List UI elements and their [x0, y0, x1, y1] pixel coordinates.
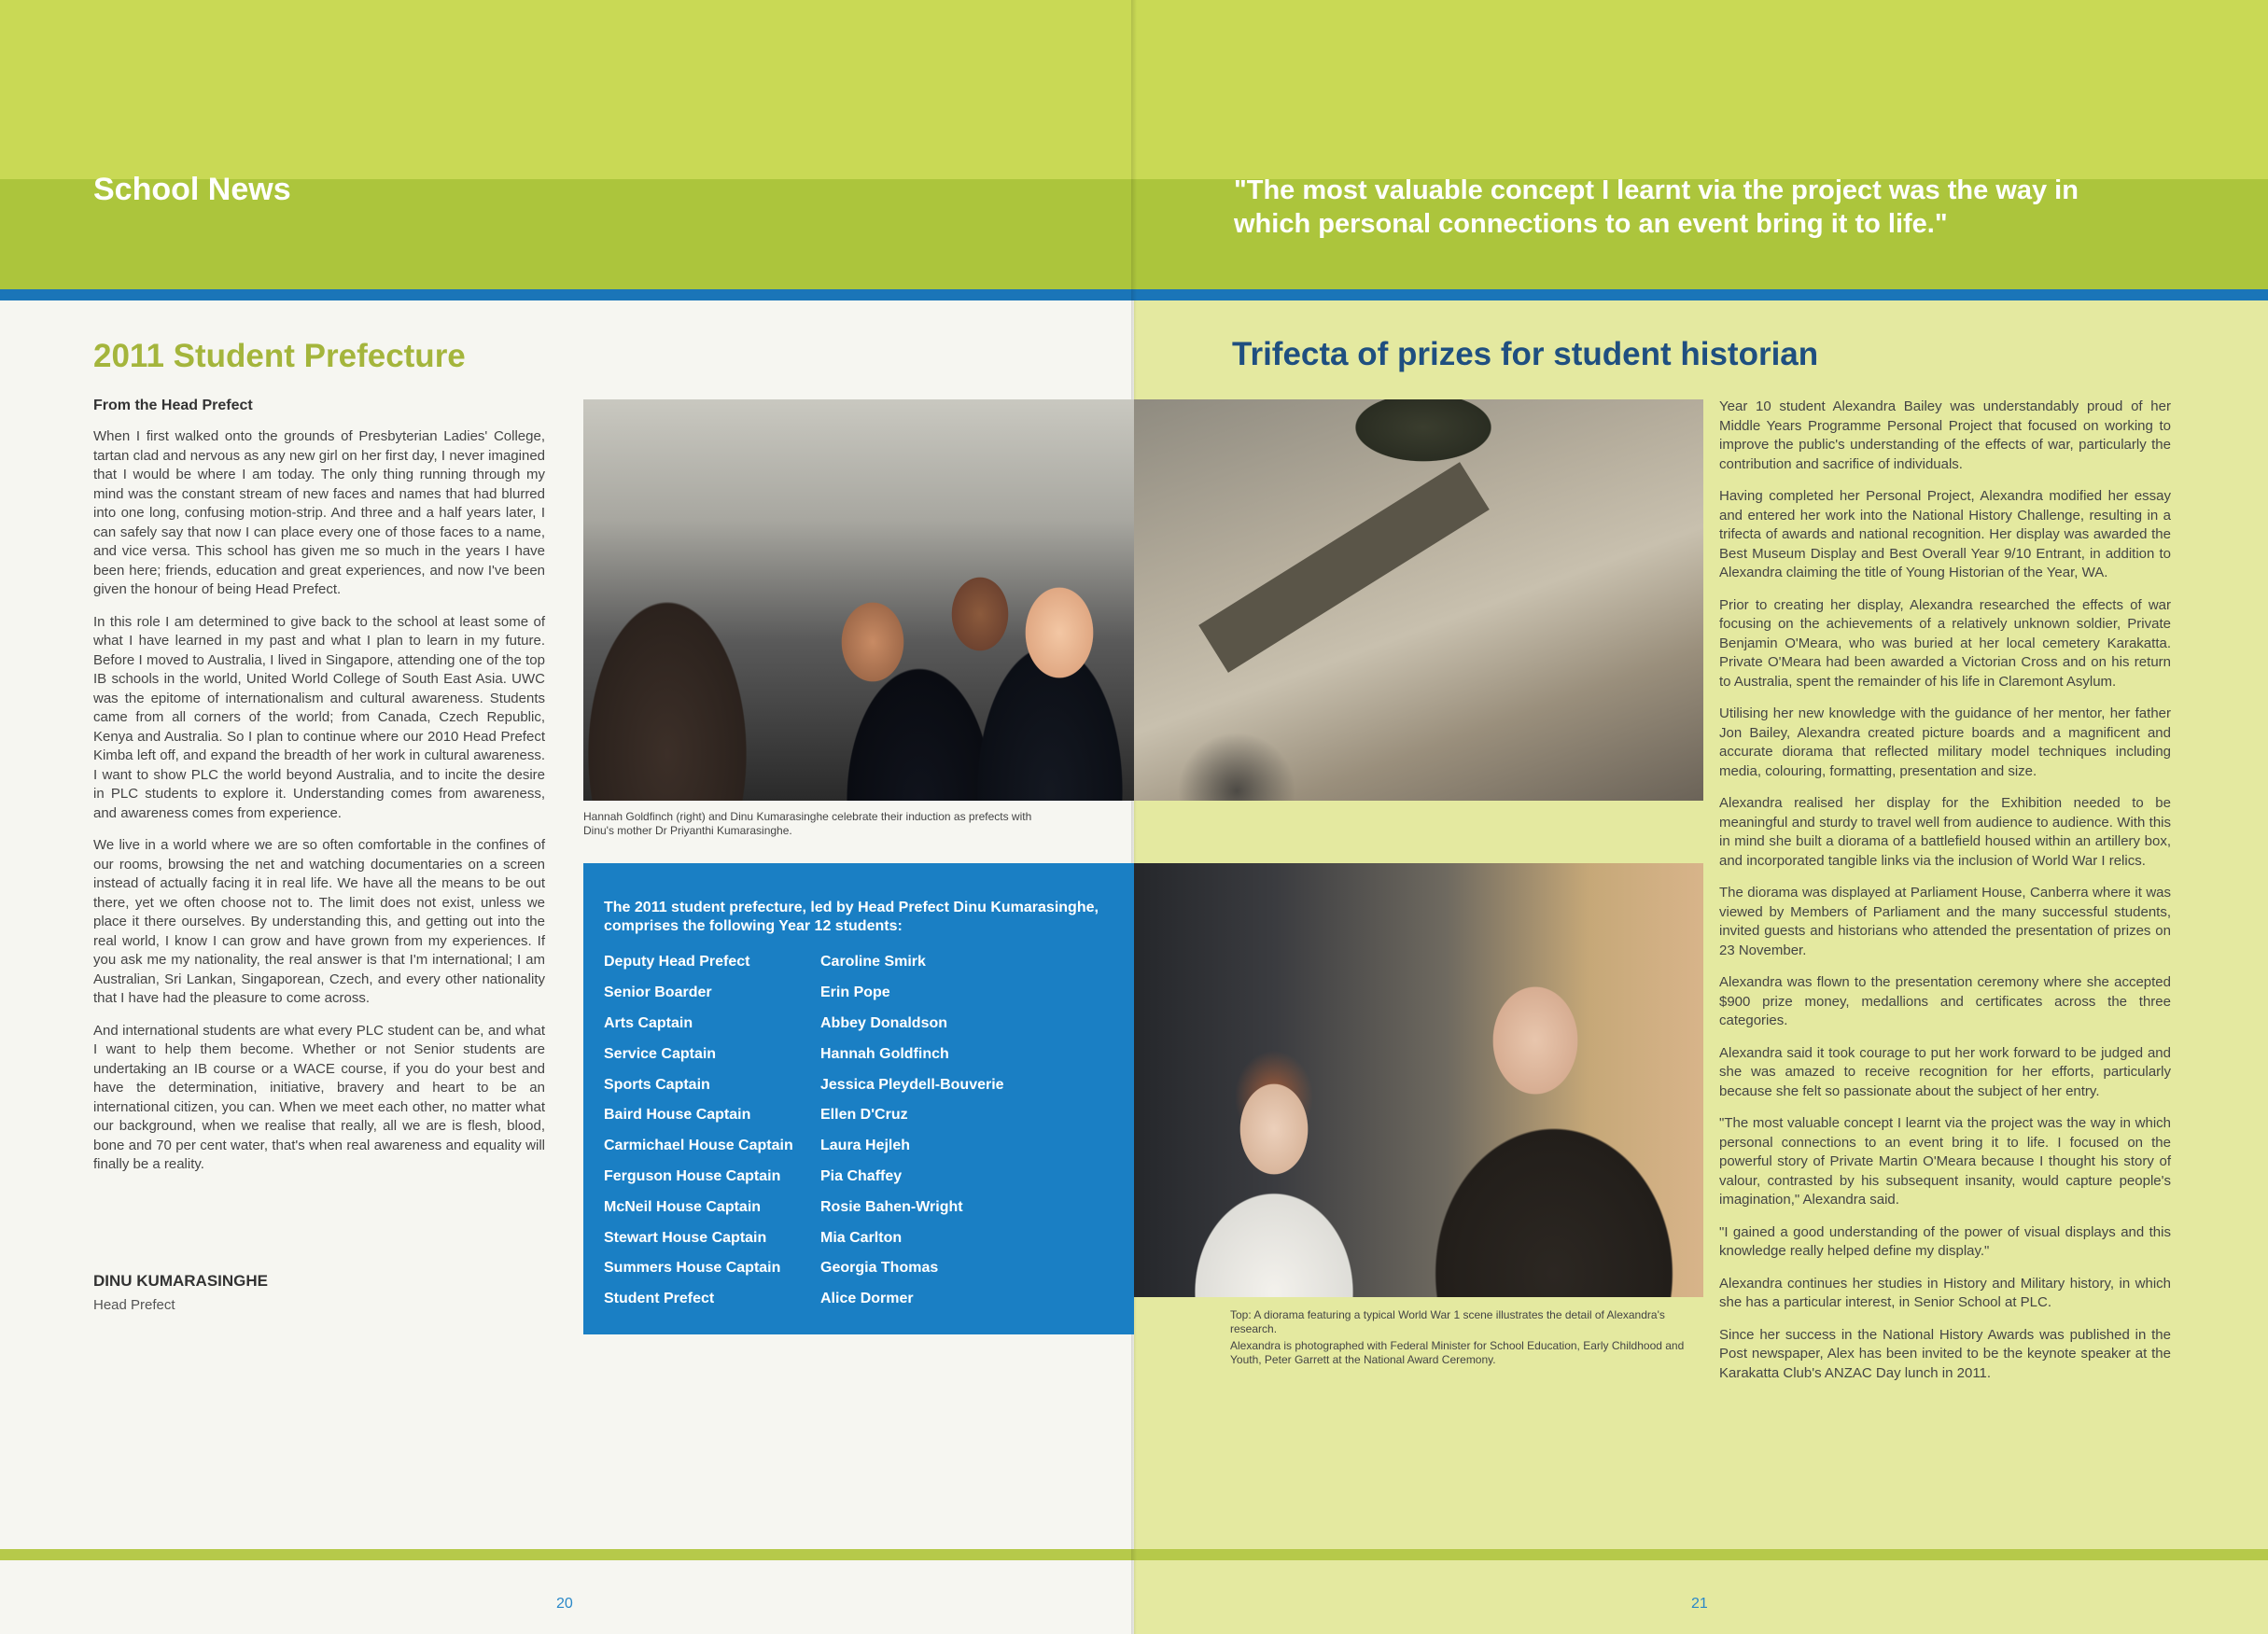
paragraph: Year 10 student Alexandra Bailey was understandably proud of her Middle Years Programme Personal Project that focused on working to improve the public's understanding of the effects of war, particularly the contribution and sacrifice of individuals. [1719, 398, 2171, 472]
roster-row [604, 1162, 1127, 1193]
roster-name: Ellen D'Cruz [820, 1107, 908, 1124]
roster-name: Caroline Smirk [820, 954, 926, 971]
roster-row [604, 978, 1127, 1009]
paragraph: Alexandra continues her studies in History and Military history, in which she has a particular interest, in Senior School at PLC. [1719, 1275, 2171, 1310]
roster-row [604, 1131, 1127, 1162]
signature-role: Head Prefect [93, 1297, 175, 1313]
roster-name: Pia Chaffey [820, 1167, 903, 1184]
divider-rule [0, 289, 1134, 300]
paragraph: The diorama was displayed at Parliament House, Canberra where it was viewed by Members of Parliament and the many successful students, invited guests and historians who attended the presentation of prizes on 23 November. [1719, 885, 2171, 958]
paragraph: "The most valuable concept I learnt via the project was the way in which personal connections to an event bring it to life. I focused on the powerful story of Private Martin O'Meara because I thought his story of valour, contrasted by his subsequent insanity, would capture people's imagination," Alexandra said. [1719, 1115, 2171, 1208]
paragraph: In this role I am determined to give back to the school at least some of what I have learned in my past and what I plan to learn in my future. Before I moved to Australia, I lived in Singapore, attending one of the top IB schools in the world, United World College of South East Asia. UWC was the epitome of internationalism and cultural awareness. Students came from all corners of the world; from Canada, Czech Republic, Kenya and Australia. So I plan to continue where our 2010 Head Prefect Kimba left off, and expand the breadth of her work in cultural awareness. I want to show PLC the world beyond Australia, and to incite the desire in PLC students to explore it. Understanding comes from awareness, and awareness comes from experience. [93, 613, 545, 821]
award-ceremony-photo [1134, 863, 1703, 1297]
article-title-prefecture: 2011 Student Prefecture [93, 338, 466, 374]
roster-intro: The 2011 student prefecture, led by Head Prefect Dinu Kumarasinghe, comprises the following Year 12 students: [604, 900, 1099, 934]
historian-photo-captions [1230, 1308, 1687, 1370]
section-title: School News [93, 172, 291, 207]
roster-role: Summers House Captain [604, 1260, 781, 1277]
roster-row [604, 947, 1127, 978]
page-number-right: 21 [1691, 1596, 1708, 1612]
page-spine [1131, 0, 1137, 1634]
prefects-photo [583, 399, 1134, 801]
roster-name: Hannah Goldfinch [820, 1045, 949, 1062]
roster-row [604, 1253, 1127, 1284]
roster-role: Ferguson House Captain [604, 1167, 781, 1184]
roster-role: McNeil House Captain [604, 1198, 762, 1215]
roster-name: Laura Hejleh [820, 1138, 911, 1154]
paragraph: We live in a world where we are so often comfortable in the confines of our rooms, browsing the net and watching documentaries on a screen instead of actually facing it in real life. We have all the means to be out there, yet we often choose not to. The limit does not exist, unless we place it there ourselves. By understanding this, and getting out into the real world, I know I can grow and have grown from my experiences. If you ask me my nationality, the real answer is that I'm international; I am Australian, Sri Lankan, Singaporean, Czech, and every other nationality that I have had the pleasure to come across. [93, 837, 545, 1006]
paragraph: Alexandra realised her display for the Exhibition needed to be meaningful and sturdy to travel well from audience to audience. With this in mind she built a diorama of a battlefield housed within an artillery box, and incorporated tangible links via the inclusion of World War I relics. [1719, 795, 2171, 869]
prefects-photo-caption: Hannah Goldfinch (right) and Dinu Kumarasinghe celebrate their induction as prefects with Dinu's mother Dr Priyanthi Kumarasinghe. [583, 810, 1032, 837]
article-title-historian: Trifecta of prizes for student historian [1232, 336, 1819, 372]
roster-row [604, 1192, 1127, 1222]
caption-bottom: Alexandra is photographed with Federal Minister for School Education, Early Childhood and Youth, Peter Garrett at the National Award Ceremony. [1230, 1339, 1685, 1366]
prefecture-roster-box [583, 863, 1134, 1334]
roster-name: Mia Carlton [820, 1229, 903, 1246]
footer-rule [0, 1549, 1134, 1560]
diorama-photo [1134, 399, 1703, 801]
prefect-article-body [93, 427, 545, 1188]
roster-role: Arts Captain [604, 1014, 693, 1031]
diorama-trench [1198, 462, 1490, 673]
roster-list [604, 947, 1127, 1315]
page-number-left: 20 [556, 1596, 573, 1612]
roster-role: Carmichael House Captain [604, 1138, 793, 1154]
paragraph: Alexandra said it took courage to put her work forward to be judged and she was amazed to receive recognition for her efforts, particularly because she felt so passionate about the subject of her entry. [1719, 1044, 2171, 1099]
roster-role: Baird House Captain [604, 1107, 751, 1124]
roster-role: Student Prefect [604, 1291, 715, 1307]
paragraph: When I first walked onto the grounds of Presbyterian Ladies' College, tartan clad and nervous as any new girl on her first day, I never imagined that I would be where I am today. The only thing running through my mind was the constant stream of new faces and names that had blurred into one long, confusing motion-strip. And three and a half years later, I can safely say that now I can place every one of those faces to a name, and vice versa. This school has given me so much in the years I have been here; friends, education and great experiences, and now I've been given the honour of being Head Prefect. [93, 428, 545, 597]
footer-rule [1134, 1549, 2268, 1560]
historian-article-body [1719, 398, 2171, 1396]
roster-name: Alice Dormer [820, 1291, 914, 1307]
roster-row [604, 1284, 1127, 1315]
paragraph: Alexandra was flown to the presentation ceremony where she accepted $900 prize money, medallions and certificates across the three categories. [1719, 974, 2171, 1028]
roster-name: Erin Pope [820, 985, 890, 1001]
roster-role: Stewart House Captain [604, 1229, 767, 1246]
article-subhead: From the Head Prefect [93, 398, 253, 413]
caption-top: Top: A diorama featuring a typical World War 1 scene illustrates the detail of Alexandra's research. [1230, 1308, 1665, 1335]
paragraph: And international students are what every PLC student can be, and what I want to help them become. Whether or not Senior students are undertaking an IB course or a WACE course, if you do your best and have the determination, initiative, bravery and heart to be an international citizen, you can. When we meet each other, no matter what our background, when we realise that really, all we are is flesh, blood, bone and 70 per cent water, that's when real awareness and equality will finally be a reality. [93, 1022, 545, 1172]
roster-name: Rosie Bahen-Wright [820, 1198, 963, 1215]
header-band [0, 0, 1134, 179]
roster-role: Service Captain [604, 1045, 717, 1062]
signature-name: DINU KUMARASINGHE [93, 1272, 268, 1290]
roster-name: Georgia Thomas [820, 1260, 939, 1277]
roster-row [604, 1069, 1127, 1100]
paragraph: "I gained a good understanding of the power of visual displays and this knowledge really helped define my display." [1719, 1223, 2171, 1259]
paragraph: Since her success in the National History Awards was published in the Post newspaper, Alex has been invited to be the keynote speaker at the Karakatta Club's ANZAC Day lunch in 2011. [1719, 1326, 2171, 1381]
roster-name: Abbey Donaldson [820, 1014, 948, 1031]
paragraph: Having completed her Personal Project, Alexandra modified her essay and entered her work into the National History Challenge, resulting in a trifecta of awards and national recognition. Her display was awarded the Best Museum Display and Best Overall Year 9/10 Entrant, in addition to Alexandra claiming the title of Young Historian of the Year, WA. [1719, 488, 2171, 580]
roster-role: Sports Captain [604, 1076, 710, 1093]
roster-row [604, 1100, 1127, 1131]
pull-quote: "The most valuable concept I learnt via the project was the way in which personal connections to an event bring it to life." [1234, 175, 2079, 239]
divider-rule [1134, 289, 2268, 300]
header-band [1134, 0, 2268, 179]
roster-role: Senior Boarder [604, 985, 712, 1001]
roster-role: Deputy Head Prefect [604, 954, 750, 971]
paragraph: Prior to creating her display, Alexandra researched the effects of war focusing on the achievements of a relatively unknown soldier, Private Benjamin O'Meara, who was buried at her local cemetery Karakatta. Private O'Meara had been awarded a Victorian Cross and on his return to Australia, spent the remainder of his life in Claremont Asylum. [1719, 596, 2171, 690]
paragraph: Utilising her new knowledge with the guidance of her mentor, her father Jon Bailey, Alexandra created picture boards and a magnificent and accurate diorama that reflected military model techniques including media, colouring, formatting, presentation and size. [1719, 705, 2171, 779]
roster-name: Jessica Pleydell-Bouverie [820, 1076, 1004, 1093]
roster-row [604, 1222, 1127, 1253]
roster-row [604, 1039, 1127, 1069]
roster-row [604, 1009, 1127, 1040]
